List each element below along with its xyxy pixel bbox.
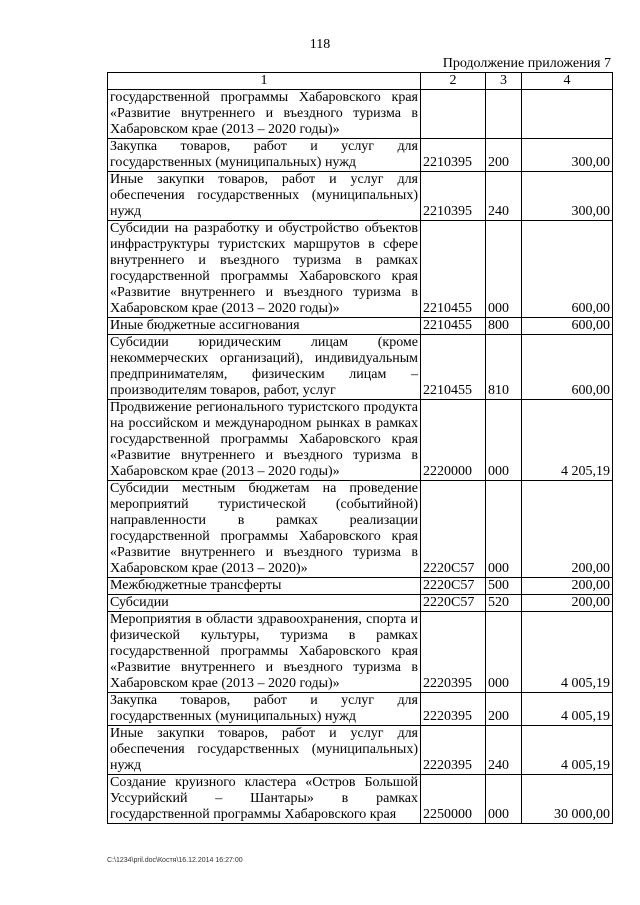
target-article-code-cell: 2220395 [421, 693, 486, 726]
amount-cell: 30 000,00 [522, 775, 613, 824]
budget-table [107, 72, 613, 824]
row-name-cell: Субсидии местным бюджетам на проведение мероприятий туристической (событийной) направленности в рамках реализации государственной программы Хабаровского края «Развитие внутреннего и въездного туризма в Хабаровском крае (2013 – 2020)» [108, 481, 421, 578]
expense-type-cell: 200 [486, 693, 522, 726]
target-article-code-cell: 2220395 [421, 726, 486, 775]
table-row [108, 172, 613, 221]
row-name-cell: государственной программы Хабаровского края «Развитие внутреннего и въездного туризма в Хабаровском крае (2013 – 2020 годы)» [108, 90, 421, 139]
table-row [108, 139, 613, 172]
row-name-cell: Межбюджетные трансферты [108, 578, 421, 595]
row-name-cell: Мероприятия в области здравоохранения, спорта и физической культуры, туризма в рамках государственной программы Хабаровского края «Развитие внутреннего и въездного туризма в Хабаровском крае (2013 – 2020 годы)» [108, 612, 421, 693]
table-row [108, 693, 613, 726]
column-header-4: 4 [522, 73, 613, 90]
amount-cell [522, 90, 613, 139]
table-row [108, 221, 613, 318]
expense-type-cell: 810 [486, 335, 522, 400]
expense-type-cell: 000 [486, 612, 522, 693]
row-name-cell: Иные бюджетные ассигнования [108, 318, 421, 335]
table-row [108, 335, 613, 400]
appendix-continuation-label: Продолжение приложения 7 [442, 56, 611, 71]
row-name-cell: Субсидии на разработку и обустройство объектов инфраструктуры туристских маршрутов в сфере внутреннего и въездного туризма в рамках государственной программы Хабаровского края «Развитие внутреннего и въездного туризма в Хабаровском крае (2013 – 2020 годы)» [108, 221, 421, 318]
target-article-code-cell [421, 90, 486, 139]
amount-cell: 600,00 [522, 318, 613, 335]
table-row [108, 612, 613, 693]
table-row [108, 318, 613, 335]
expense-type-cell: 000 [486, 481, 522, 578]
row-name-cell: Создание круизного кластера «Остров Большой Уссурийский – Шантары» в рамках государственной программы Хабаровского края [108, 775, 421, 824]
amount-cell: 4 005,19 [522, 612, 613, 693]
target-article-code-cell: 2210395 [421, 139, 486, 172]
target-article-code-cell: 2220395 [421, 612, 486, 693]
table-header-row [108, 73, 613, 90]
target-article-code-cell: 2220С57 [421, 481, 486, 578]
table-row [108, 90, 613, 139]
column-header-3: 3 [486, 73, 522, 90]
row-name-cell: Иные закупки товаров, работ и услуг для обеспечения государственных (муниципальных) нужд [108, 726, 421, 775]
expense-type-cell: 000 [486, 400, 522, 481]
amount-cell: 4 005,19 [522, 693, 613, 726]
row-name-cell: Продвижение регионального туристского продукта на российском и международном рынках в рамках государственной программы Хабаровского края «Развитие внутреннего и въездного туризма в Хабаровском крае (2013 – 2020 годы)» [108, 400, 421, 481]
table-row [108, 775, 613, 824]
target-article-code-cell: 2210395 [421, 172, 486, 221]
table-row [108, 400, 613, 481]
file-path-footer: C:\1234\pril.doc\Костя\16.12.2014 16:27:00 [107, 857, 243, 864]
amount-cell: 4 205,19 [522, 400, 613, 481]
amount-cell: 4 005,19 [522, 726, 613, 775]
page-number: 118 [309, 37, 331, 52]
amount-cell: 200,00 [522, 595, 613, 612]
amount-cell: 200,00 [522, 578, 613, 595]
amount-cell: 200,00 [522, 481, 613, 578]
expense-type-cell: 000 [486, 775, 522, 824]
amount-cell: 300,00 [522, 172, 613, 221]
table-row [108, 481, 613, 578]
amount-cell: 300,00 [522, 139, 613, 172]
expense-type-cell: 500 [486, 578, 522, 595]
target-article-code-cell: 2220С57 [421, 578, 486, 595]
table-row [108, 726, 613, 775]
target-article-code-cell: 2210455 [421, 221, 486, 318]
row-name-cell: Субсидии [108, 595, 421, 612]
row-name-cell: Субсидии юридическим лицам (кроме некоммерческих организаций), индивидуальным предпринимателям, физическим лицам – производителям товаров, работ, услуг [108, 335, 421, 400]
target-article-code-cell: 2250000 [421, 775, 486, 824]
row-name-cell: Закупка товаров, работ и услуг для государственных (муниципальных) нужд [108, 139, 421, 172]
expense-type-cell: 240 [486, 726, 522, 775]
target-article-code-cell: 2210455 [421, 318, 486, 335]
expense-type-cell: 000 [486, 221, 522, 318]
expense-type-cell: 800 [486, 318, 522, 335]
target-article-code-cell: 2220С57 [421, 595, 486, 612]
target-article-code-cell: 2220000 [421, 400, 486, 481]
expense-type-cell [486, 90, 522, 139]
row-name-cell: Иные закупки товаров, работ и услуг для обеспечения государственных (муниципальных) нужд [108, 172, 421, 221]
expense-type-cell: 200 [486, 139, 522, 172]
target-article-code-cell: 2210455 [421, 335, 486, 400]
table-row [108, 595, 613, 612]
row-name-cell: Закупка товаров, работ и услуг для государственных (муниципальных) нужд [108, 693, 421, 726]
expense-type-cell: 240 [486, 172, 522, 221]
expense-type-cell: 520 [486, 595, 522, 612]
column-header-1: 1 [108, 73, 421, 90]
amount-cell: 600,00 [522, 221, 613, 318]
amount-cell: 600,00 [522, 335, 613, 400]
column-header-2: 2 [421, 73, 486, 90]
table-row [108, 578, 613, 595]
table-body [108, 90, 613, 824]
